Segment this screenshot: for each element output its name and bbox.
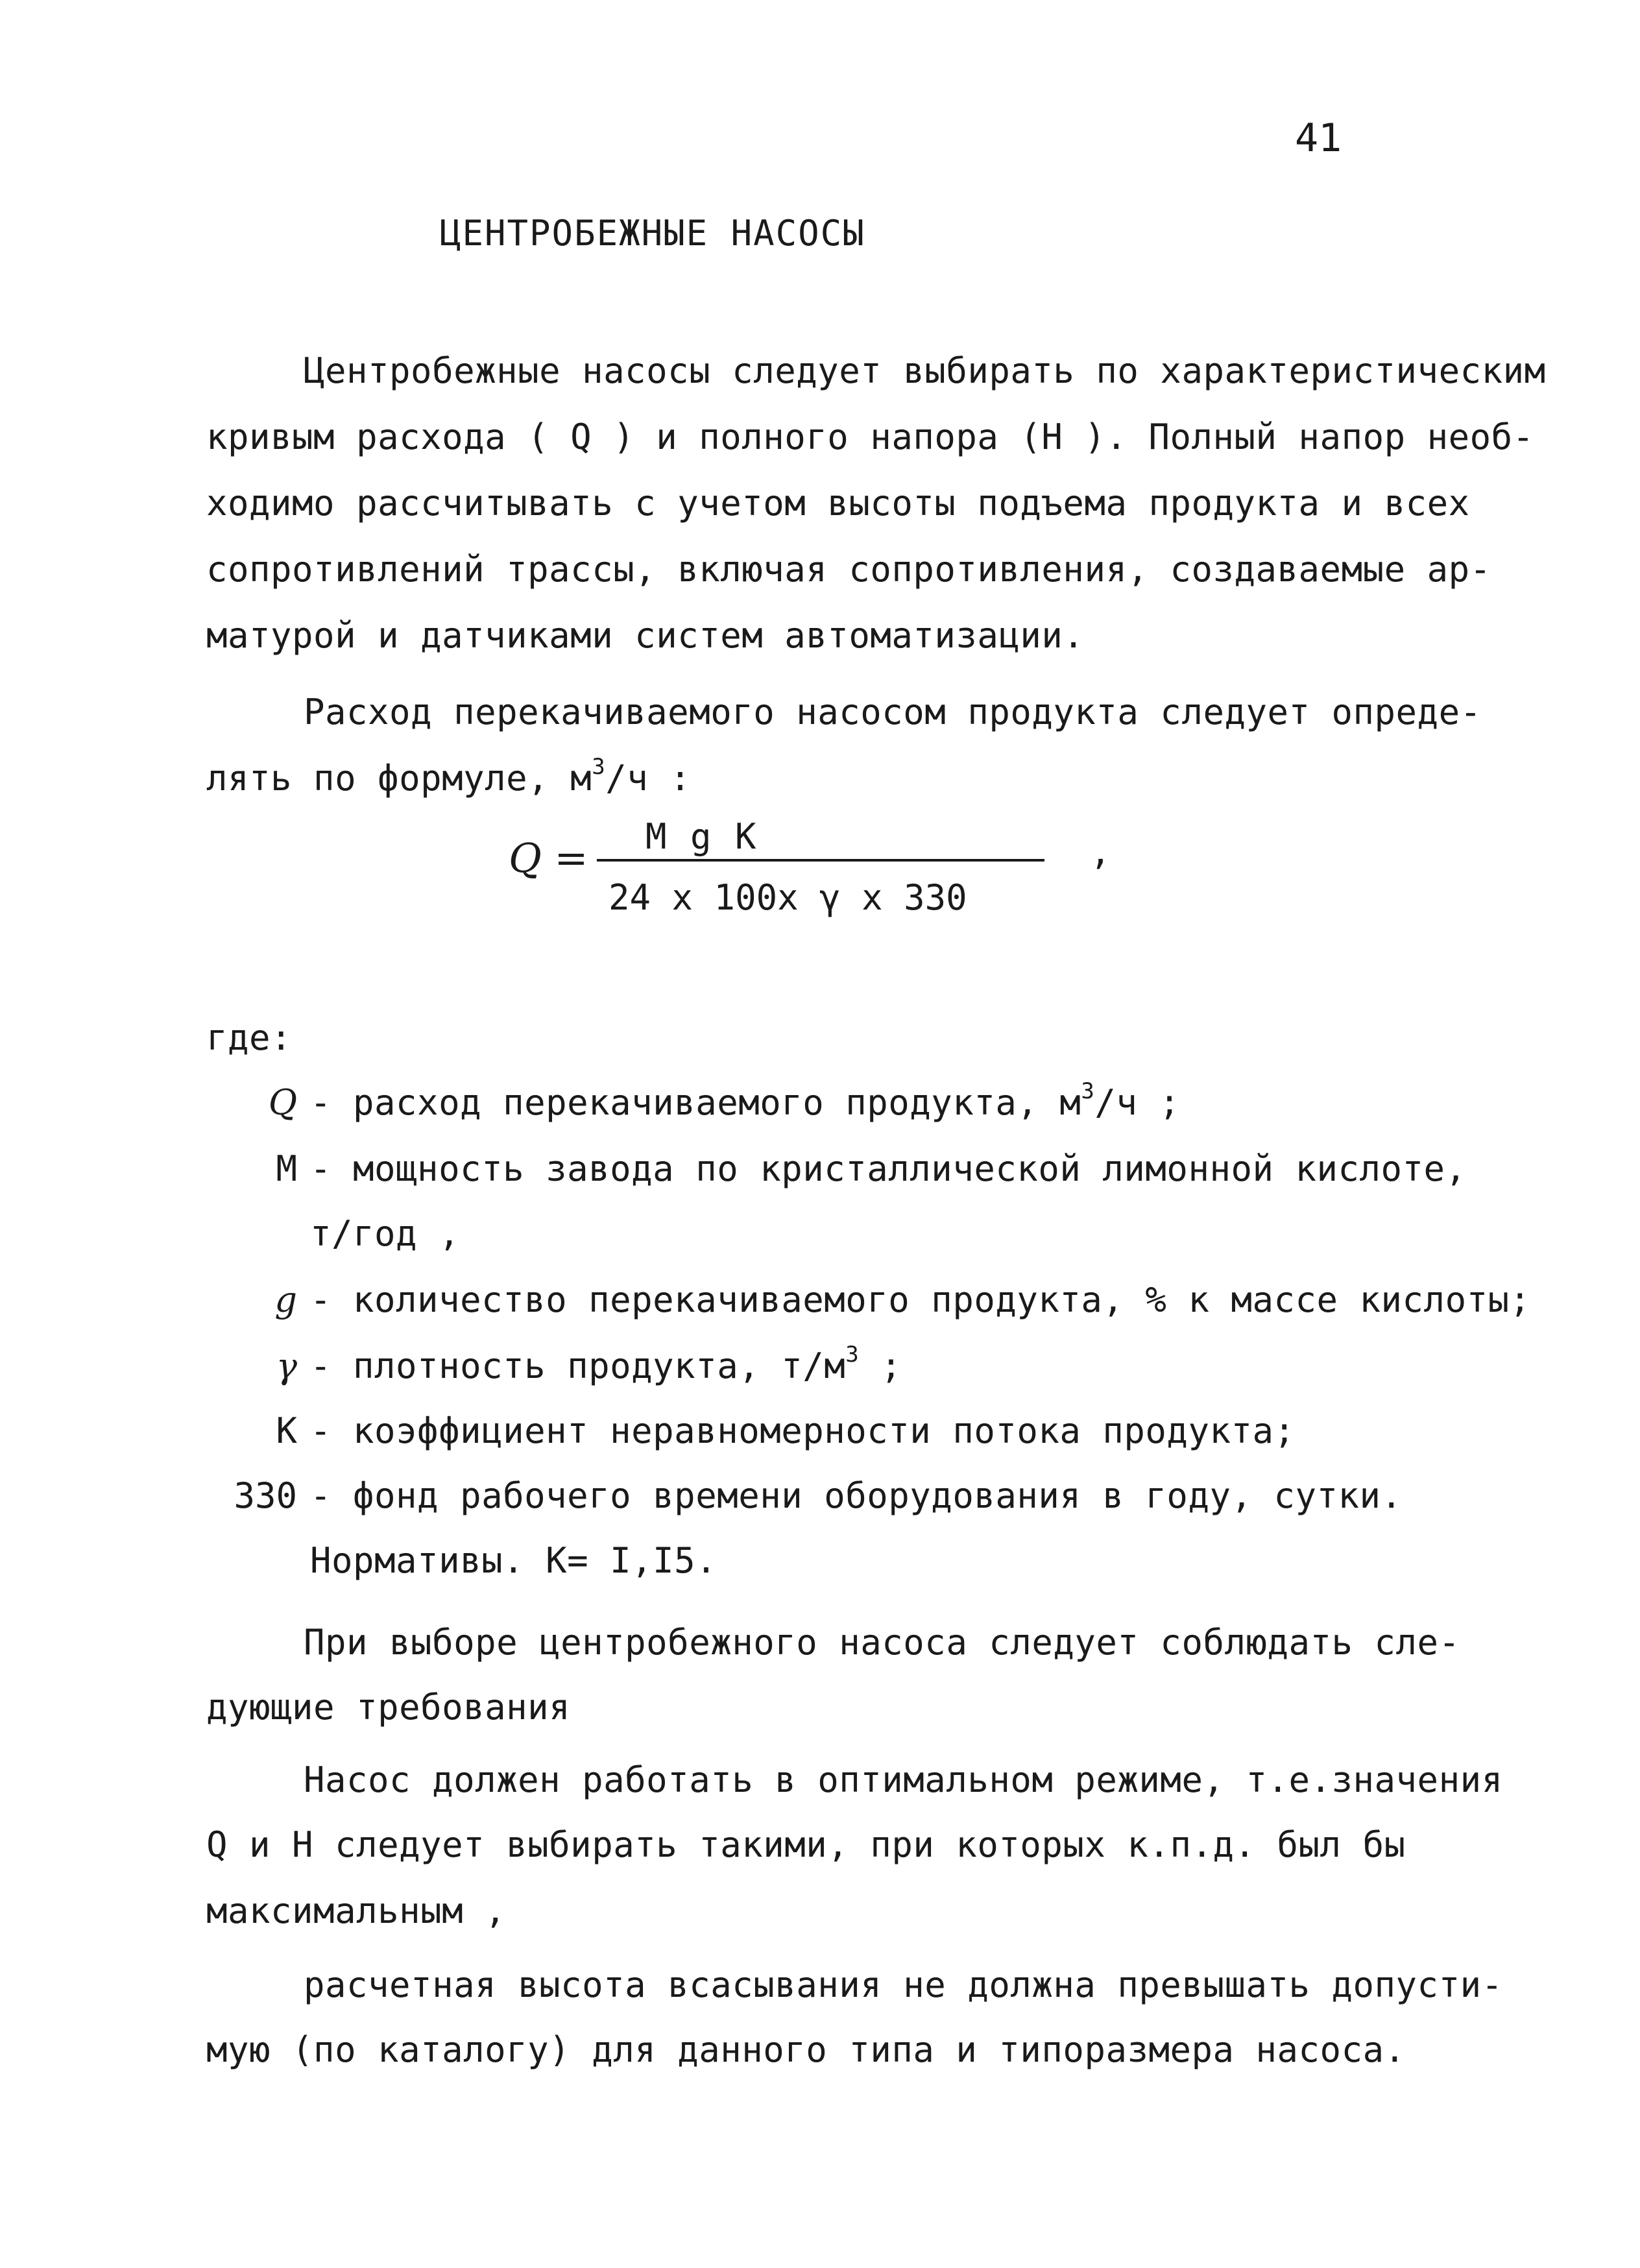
paragraph-5-line-1: расчетная высота всасывания не должна превышать допусти- <box>304 1964 1503 2005</box>
definition-symbol-gamma: γ <box>276 1345 297 1386</box>
definition-text-q-tail: /ч ; <box>1094 1082 1181 1123</box>
paragraph-5-line-2: мую (по каталогу) для данного типа и типоразмера насоса. <box>206 2029 1406 2070</box>
definition-symbol-330: 330 <box>234 1475 297 1516</box>
formula-lhs: Q = <box>509 834 588 882</box>
paragraph-4-line-1: Насос должен работать в оптимальном режиме, т.е.значения <box>304 1759 1503 1800</box>
definition-text-gamma-tail: ; <box>859 1345 902 1386</box>
definition-symbol-k: К <box>276 1410 297 1451</box>
paragraph-4-line-2: Q и Н следует выбирать такими, при которых к.п.д. был бы <box>206 1824 1406 1865</box>
paragraph-1-line-5: матурой и датчиками систем автоматизации. <box>206 615 1085 656</box>
definition-text-g: - количество перекачиваемого продукта, % к массе кислоты; <box>310 1279 1531 1320</box>
paragraph-3-line-2: дующие требования <box>206 1687 571 1728</box>
definition-text-m: - мощность завода по кристаллической лимонной кислоте, <box>310 1148 1467 1189</box>
definition-text-330: - фонд рабочего времени оборудования в году, сутки. <box>310 1475 1403 1516</box>
paragraph-2-superscript: 3 <box>592 754 606 780</box>
definition-text-gamma-main: - плотность продукта, т/м <box>310 1345 846 1386</box>
where-label: где: <box>206 1017 293 1058</box>
definition-symbol-q: Q <box>268 1082 297 1123</box>
paragraph-1-line-2: кривым расхода ( Q ) и полного напора (Н ). Полный напор необ- <box>206 416 1534 457</box>
definition-text-q-main: - расход перекачиваемого продукта, м <box>310 1082 1081 1123</box>
formula-trailing-comma: , <box>1090 832 1111 873</box>
paragraph-1-line-1: Центробежные насосы следует выбирать по характеристическим <box>304 350 1546 391</box>
paragraph-3-line-1: При выборе центробежного насоса следует соблюдать сле- <box>304 1622 1460 1663</box>
page-number: 41 <box>1295 115 1342 161</box>
norms-line: Нормативы. К= I,I5. <box>310 1540 718 1581</box>
paragraph-1-line-3: ходимо рассчитывать с учетом высоты подъема продукта и всех <box>206 483 1470 524</box>
paragraph-2-text: лять по формуле, м <box>206 758 592 799</box>
paragraph-2-line-2 <box>206 754 692 799</box>
definition-text-gamma-sup: 3 <box>845 1342 860 1368</box>
formula-numerator: М g К <box>645 816 758 857</box>
definition-text-gamma <box>310 1342 902 1386</box>
formula-denominator: 24 х 100х γ х 330 <box>609 877 967 918</box>
definition-text-m-continued: т/год , <box>310 1213 461 1254</box>
paragraph-4-line-3: максимальным , <box>206 1890 507 1931</box>
section-heading: ЦЕНТРОБЕЖНЫЕ НАСОСЫ <box>440 213 865 254</box>
definition-text-q <box>310 1078 1181 1123</box>
definition-symbol-g: g <box>274 1279 297 1320</box>
definition-text-q-sup: 3 <box>1081 1078 1095 1104</box>
paragraph-1-line-4: сопротивлений трассы, включая сопротивления, создаваемые ар- <box>206 549 1491 590</box>
definition-text-k: - коэффициент неравномерности потока продукта; <box>310 1410 1296 1451</box>
formula-fraction-bar <box>597 859 1044 862</box>
paragraph-2-line-1: Расход перекачиваемого насосом продукта следует опреде- <box>304 692 1482 732</box>
definition-symbol-m: М <box>276 1148 297 1189</box>
paragraph-2-unit: /ч : <box>605 758 692 799</box>
